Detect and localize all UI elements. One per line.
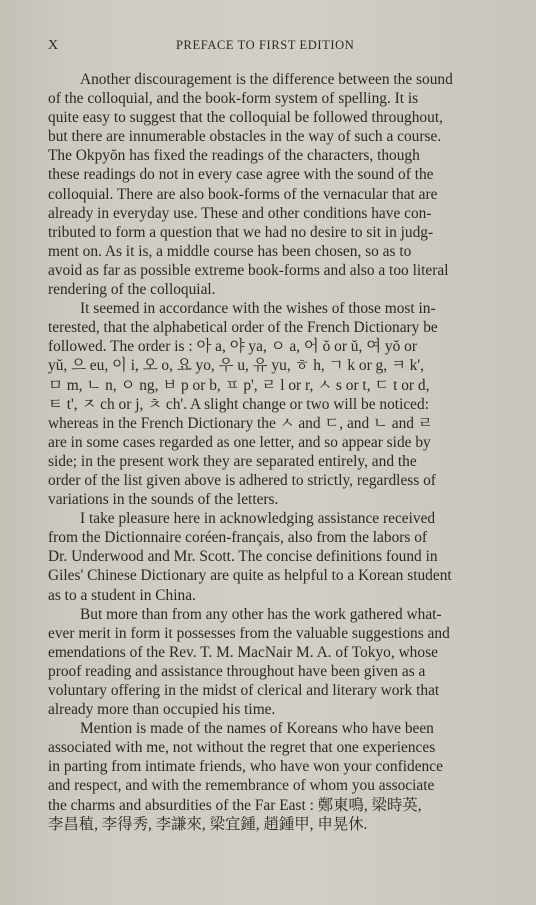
paragraph-4 (48, 605, 516, 720)
text-line: already more than occupied his time. (48, 701, 276, 719)
text-line: associated with me, not without the regret that one experiences (48, 739, 436, 757)
text-line: already in everyday use. These and other conditions have con- (48, 204, 432, 222)
text-line: from the Dictionnaire coréen-français, also from the labors of (48, 529, 428, 547)
text-line: Giles' Chinese Dictionary are quite as helpful to a Korean student (48, 567, 452, 585)
text-line: terested, that the alphabetical order of the French Dictionary be (48, 319, 438, 337)
text-line: variations in the sounds of the letters. (48, 491, 279, 509)
paragraph-1 (48, 70, 516, 299)
text-line: quite easy to suggest that the colloquial be followed throughout, (48, 109, 443, 127)
paragraph-3 (48, 509, 516, 604)
text-line: ever merit in form it possesses from the valuable suggestions and (48, 624, 450, 642)
text-line: whereas in the French Dictionary the ㅅ and ㄷ, and ㄴ and ㄹ (48, 414, 433, 432)
text-line: 李昌稙, 李得秀, 李謙來, 梁宜鍾, 趙鍾甲, 申晃休. (48, 815, 368, 833)
text-line: avoid as far as possible extreme book-forms and also a too literal (48, 261, 449, 279)
text-line: ㅌ t', ㅈ ch or j, ㅊ ch'. A slight change or two will be noticed: (48, 395, 429, 413)
text-line: It seemed in accordance with the wishes of those most in- (80, 300, 436, 318)
text-line: voluntary offering in the midst of clerical and literary work that (48, 682, 440, 699)
text-line: proof reading and assistance throughout have been given as a (48, 662, 426, 680)
text-line: ㅁ m, ㄴ n, ㅇ ng, ㅂ p or b, ㅍ p', ㄹ l or r, ㅅ s or t, ㄷ t or d, (48, 376, 430, 394)
text-line: The Okpyŏn has fixed the readings of the characters, though (48, 147, 420, 165)
page-header (48, 34, 516, 56)
paragraph-2 (48, 299, 516, 509)
text-line: in parting from intimate friends, who have won your confidence (48, 758, 443, 776)
text-line: ment on. As it is, a middle course has been chosen, so as to (48, 242, 412, 260)
text-line: order of the list given above is adhered to strictly, regardless of (48, 471, 436, 489)
text-line: But more than from any other has the work gathered what- (80, 605, 442, 623)
text-line: colloquial. There are also book-forms of the vernacular that are (48, 185, 438, 203)
text-line: as to a student in China. (48, 586, 196, 604)
text-line: of the colloquial, and the book-form system of spelling. It is (48, 90, 419, 108)
text-line: Another discouragement is the difference between the sound (80, 71, 453, 88)
text-line: these readings do not in every case agree with the sound of the (48, 166, 434, 184)
running-head: PREFACE TO FIRST EDITION (176, 38, 355, 52)
text-line: Dr. Underwood and Mr. Scott. The concise definitions found in (48, 548, 438, 566)
text-line: are in some cases regarded as one letter, and so appear side by (48, 433, 431, 451)
body-text (48, 70, 516, 834)
text-line: tributed to form a question that we had no desire to sit in judg- (48, 223, 434, 241)
text-line: Mention is made of the names of Koreans who have been (80, 720, 434, 738)
text-line: emendations of the Rev. T. M. MacNair M. A. of Tokyo, whose (48, 643, 438, 661)
text-line: I take pleasure here in acknowledging assistance received (80, 510, 436, 528)
text-line: yŭ, 으 eu, 이 i, 오 o, 요 yo, 우 u, 유 yu, ㅎ h, ㄱ k or g, ㅋ k', (48, 357, 424, 375)
text-line: rendering of the colloquial. (48, 281, 216, 299)
paragraph-5 (48, 719, 516, 834)
text-line: side; in the present work they are separated entirely, and the (48, 452, 417, 470)
text-line: and respect, and with the remembrance of whom you associate (48, 777, 435, 795)
text-line: the charms and absurdities of the Far East : 鄭東鳴, 梁時英, (48, 796, 422, 814)
text-line: followed. The order is : 아 a, 야 ya, ㅇ a, 어 ŏ or ŭ, 여 yŏ or (48, 338, 417, 356)
page-number: X (48, 38, 59, 53)
text-line: but there are innumerable obstacles in the way of such a course. (48, 128, 442, 146)
